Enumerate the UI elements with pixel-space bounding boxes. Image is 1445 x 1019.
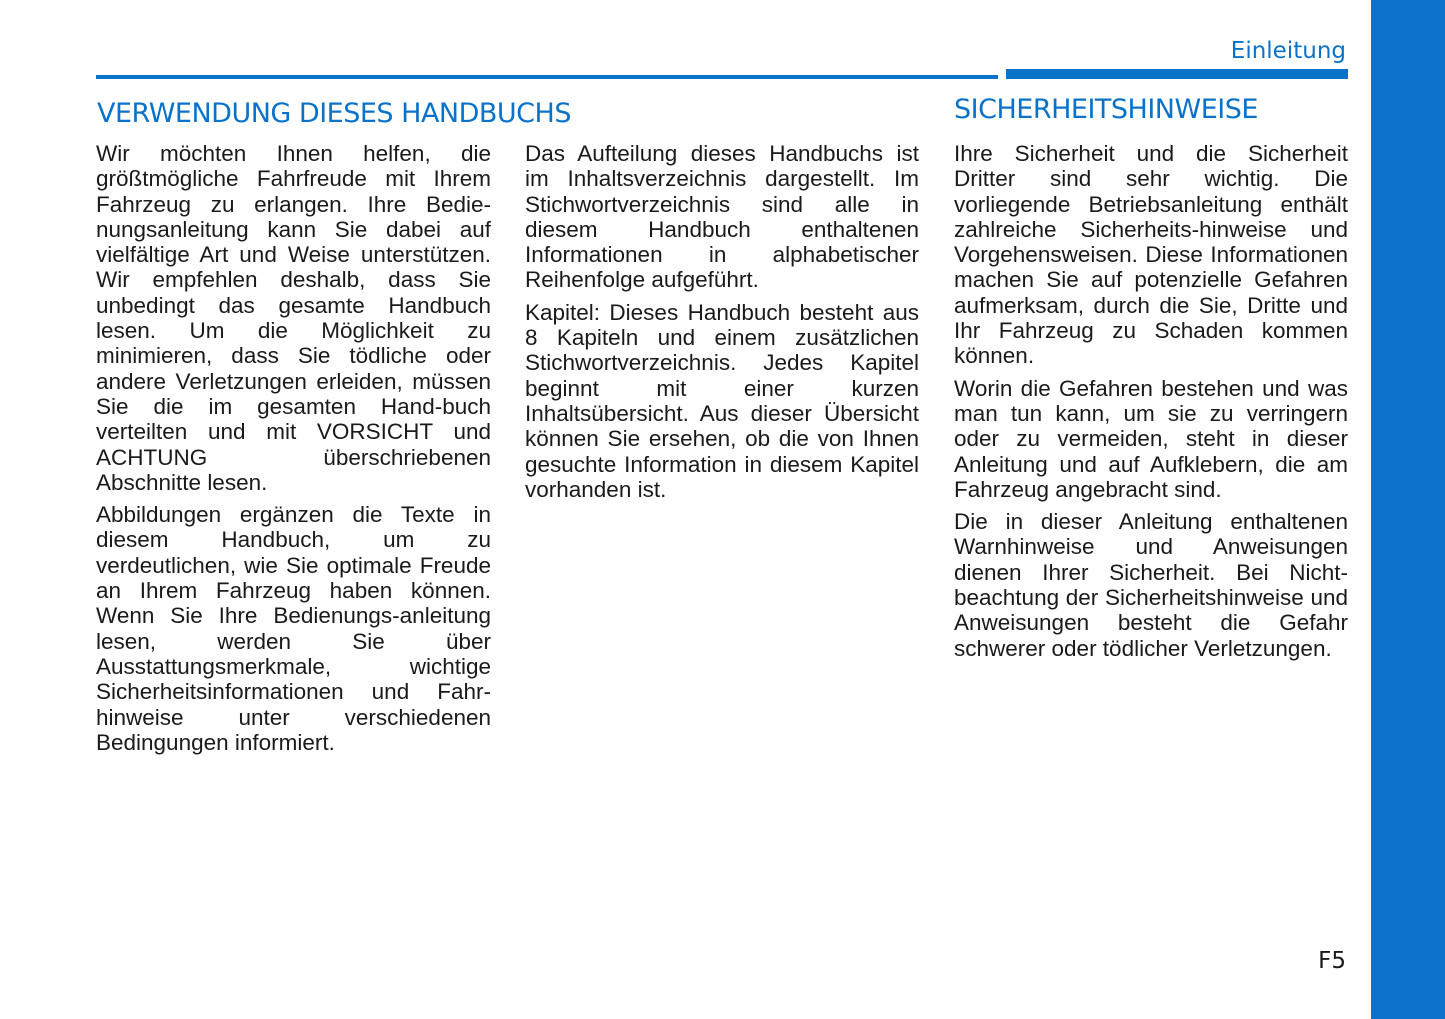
paragraph: Worin die Gefahren bestehen und was man tun kann, um sie zu verringern oder zu vermeiden, steht in dieser Anleitung und auf Aufklebern, die am Fahrzeug angebracht sind. [954, 375, 1348, 502]
paragraph: Das Aufteilung dieses Handbuchs ist im Inhaltsverzeichnis dargestellt. Im Stichwortverzeichnis sind alle in diesem Handbuch enthaltenen Informationen in alphabetischer Reihenfolge aufgeführt. [525, 141, 919, 293]
section-label: Einleitung [1230, 38, 1346, 64]
column-3 [954, 141, 1348, 668]
page-number: F5 [1318, 948, 1346, 974]
heading-safety-notes: SICHERHEITSHINWEISE [954, 94, 1258, 125]
paragraph: Kapitel: Dieses Handbuch besteht aus 8 Kapiteln und einem zusätzlichen Stichwortverzeichnis. Jedes Kapitel beginnt mit einer kurzen Inhaltsübersicht. Aus dieser Übersicht können Sie ersehen, ob die von Ihnen gesuchte Information in diesem Kapitel vorhanden ist. [525, 299, 919, 502]
chapter-side-tab [1371, 0, 1445, 1019]
heading-handbook-usage: VERWENDUNG DIESES HANDBUCHS [97, 98, 571, 129]
column-2 [525, 141, 919, 509]
column-1 [96, 141, 491, 762]
paragraph: Die in dieser Anleitung enthaltenen Warnhinweise und Anweisungen dienen Ihrer Sicherheit. Bei Nicht-beachtung der Sicherheitshinweise und Anweisungen besteht die Gefahr schwerer oder tödlicher Verletzungen. [954, 509, 1348, 661]
paragraph: Ihre Sicherheit und die Sicherheit Dritter sind sehr wichtig. Die vorliegende Betriebsanleitung enthält zahlreiche Sicherheits-hinweise und Vorgehensweisen. Diese Informationen machen Sie auf potenzielle Gefahren aufmerksam, durch die Sie, Dritte und Ihr Fahrzeug zu Schaden kommen können. [954, 141, 1348, 369]
paragraph: Abbildungen ergänzen die Texte in diesem Handbuch, um zu verdeutlichen, wie Sie optimale Freude an Ihrem Fahrzeug haben können. Wenn Sie Ihre Bedienungs-anleitung lesen, werden Sie über Ausstattungsmerkmale, wichtige Sicherheitsinformationen und Fahr-hinweise unter verschiedenen Bedingungen informiert. [96, 502, 491, 755]
paragraph: Wir möchten Ihnen helfen, die größtmögliche Fahrfreude mit Ihrem Fahrzeug zu erlangen. Ihre Bedie-nungsanleitung kann Sie dabei auf vielfältige Art und Weise unterstützen. Wir empfehlen deshalb, dass Sie unbedingt das gesamte Handbuch lesen. Um die Möglichkeit zu minimieren, dass Sie tödliche oder andere Verletzungen erleiden, müssen Sie die im gesamten Hand-buch verteilten und mit VORSICHT und ACHTUNG überschriebenen Abschnitte lesen. [96, 141, 491, 495]
header-rule-accent [1006, 69, 1348, 79]
header-rule [96, 75, 998, 79]
